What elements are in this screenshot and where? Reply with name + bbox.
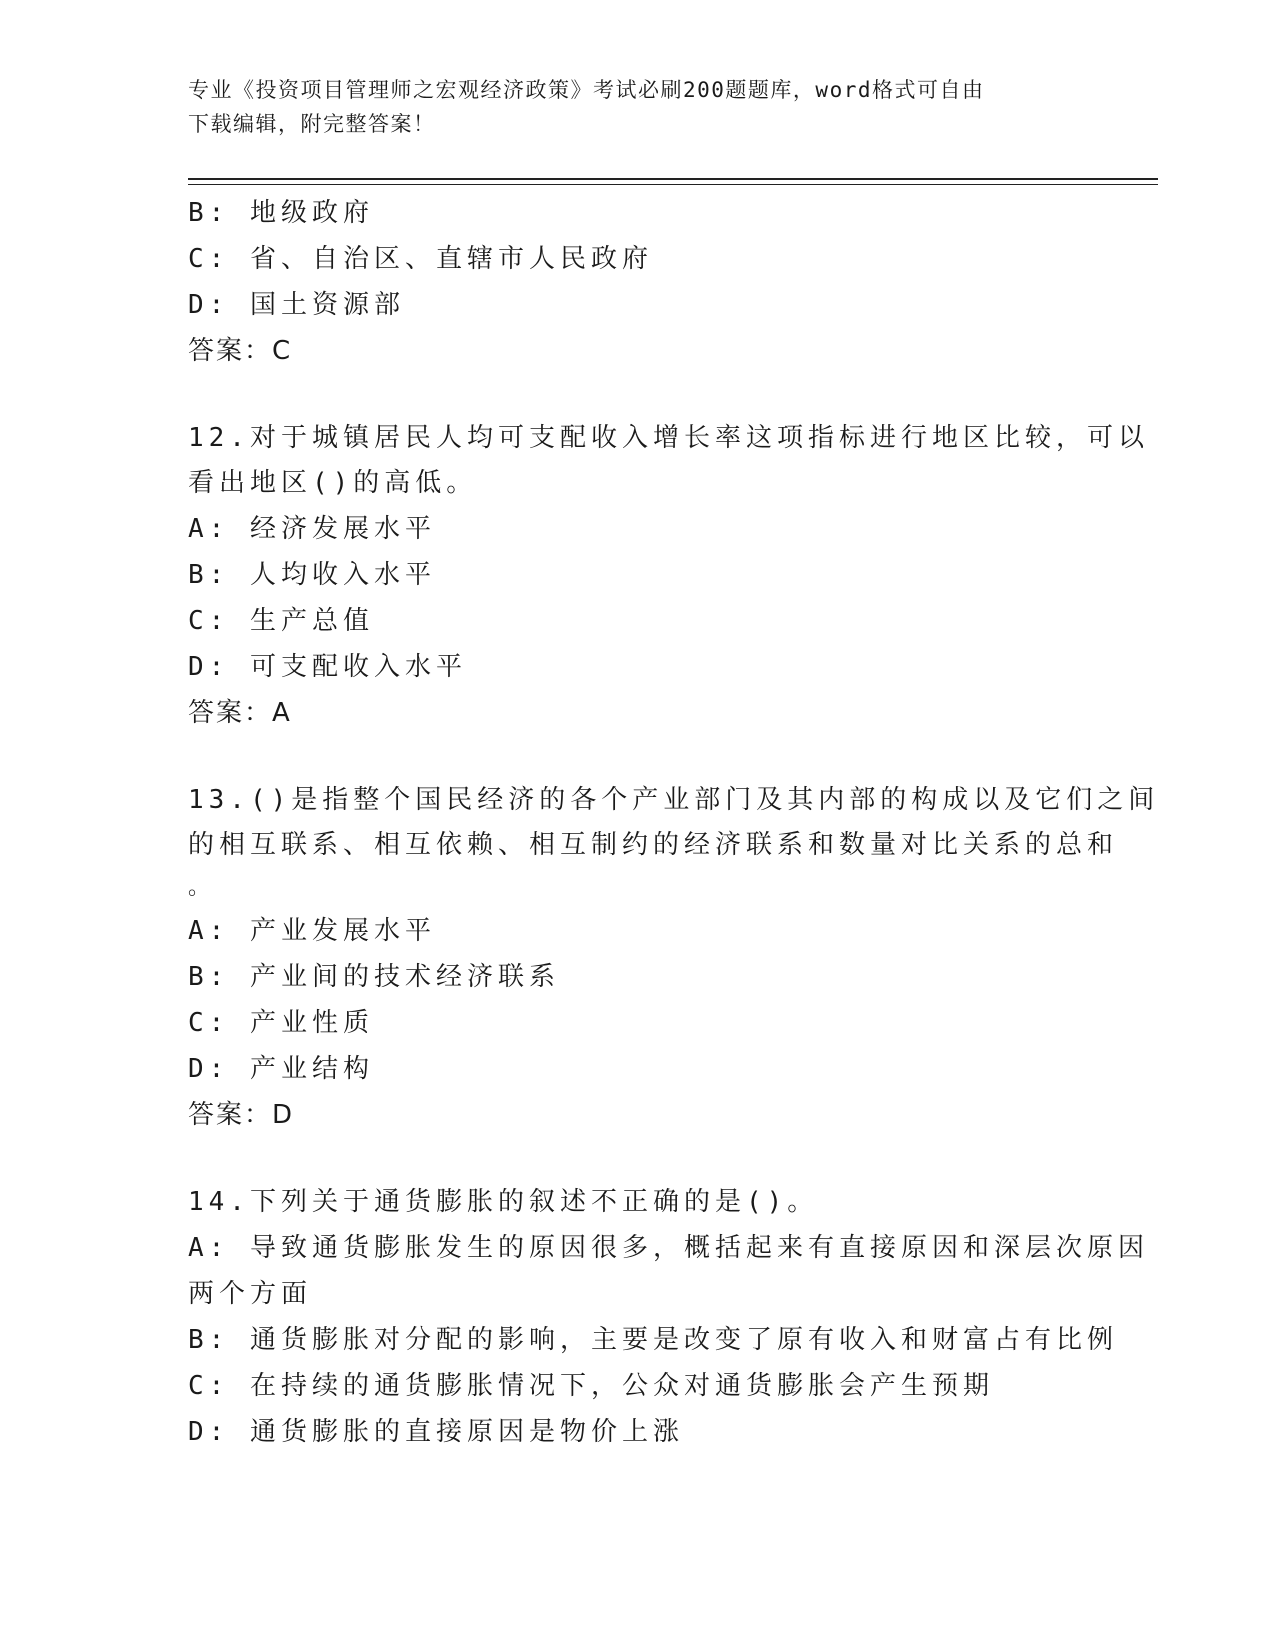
question-12 [188,416,1149,736]
question-14 [188,1180,1149,1455]
question-stem-line: 看出地区()的高低。 [188,468,478,498]
answer-line: 答案：A [188,698,292,728]
header-rule-thin [188,184,1158,185]
question-stem-line: 12.对于城镇居民人均可支配收入增长率这项指标进行地区比较，可以 [188,423,1149,453]
option-b: B: 通货膨胀对分配的影响，主要是改变了原有收入和财富占有比例 [188,1325,1118,1355]
document-header [188,73,1068,141]
option-b: B: 地级政府 [188,198,374,228]
option-a: A: 经济发展水平 [188,514,436,544]
option-c: C: 省、自治区、直辖市人民政府 [188,244,653,274]
question-stem-line: 。 [188,875,216,900]
header-line-2: 下载编辑，附完整答案！ [188,112,436,136]
spacer [188,1138,1088,1180]
option-c: C: 在持续的通货膨胀情况下，公众对通货膨胀会产生预期 [188,1371,994,1401]
answer-line: 答案：D [188,1100,295,1130]
question-stem-line: 的相互联系、相互依赖、相互制约的经济联系和数量对比关系的总和 [188,830,1119,860]
header-rule-thick [188,178,1158,180]
question-stem-line: 14.下列关于通货膨胀的叙述不正确的是()。 [188,1187,819,1217]
option-d: D: 可支配收入水平 [188,652,467,682]
option-a: A: 导致通货膨胀发生的原因很多，概括起来有直接原因和深层次原因 [188,1233,1149,1263]
option-d: D: 国土资源部 [188,290,405,320]
option-d: D: 通货膨胀的直接原因是物价上涨 [188,1417,684,1447]
question-11-tail [188,190,1088,374]
question-content [188,190,1160,1455]
option-d: D: 产业结构 [188,1054,374,1084]
option-b: B: 产业间的技术经济联系 [188,962,560,992]
spacer [188,736,1088,778]
header-line-1: 专业《投资项目管理师之宏观经济政策》考试必刷200题题库，word格式可自由 [188,78,985,102]
option-a: A: 产业发展水平 [188,916,436,946]
question-stem-line: 13.()是指整个国民经济的各个产业部门及其内部的构成以及它们之间 [188,785,1160,815]
option-c: C: 产业性质 [188,1008,374,1038]
option-c: C: 生产总值 [188,606,374,636]
option-a-continued: 两个方面 [188,1279,313,1309]
option-b: B: 人均收入水平 [188,560,436,590]
answer-line: 答案：C [188,336,293,366]
question-13 [188,778,1160,1138]
spacer [188,374,1088,416]
